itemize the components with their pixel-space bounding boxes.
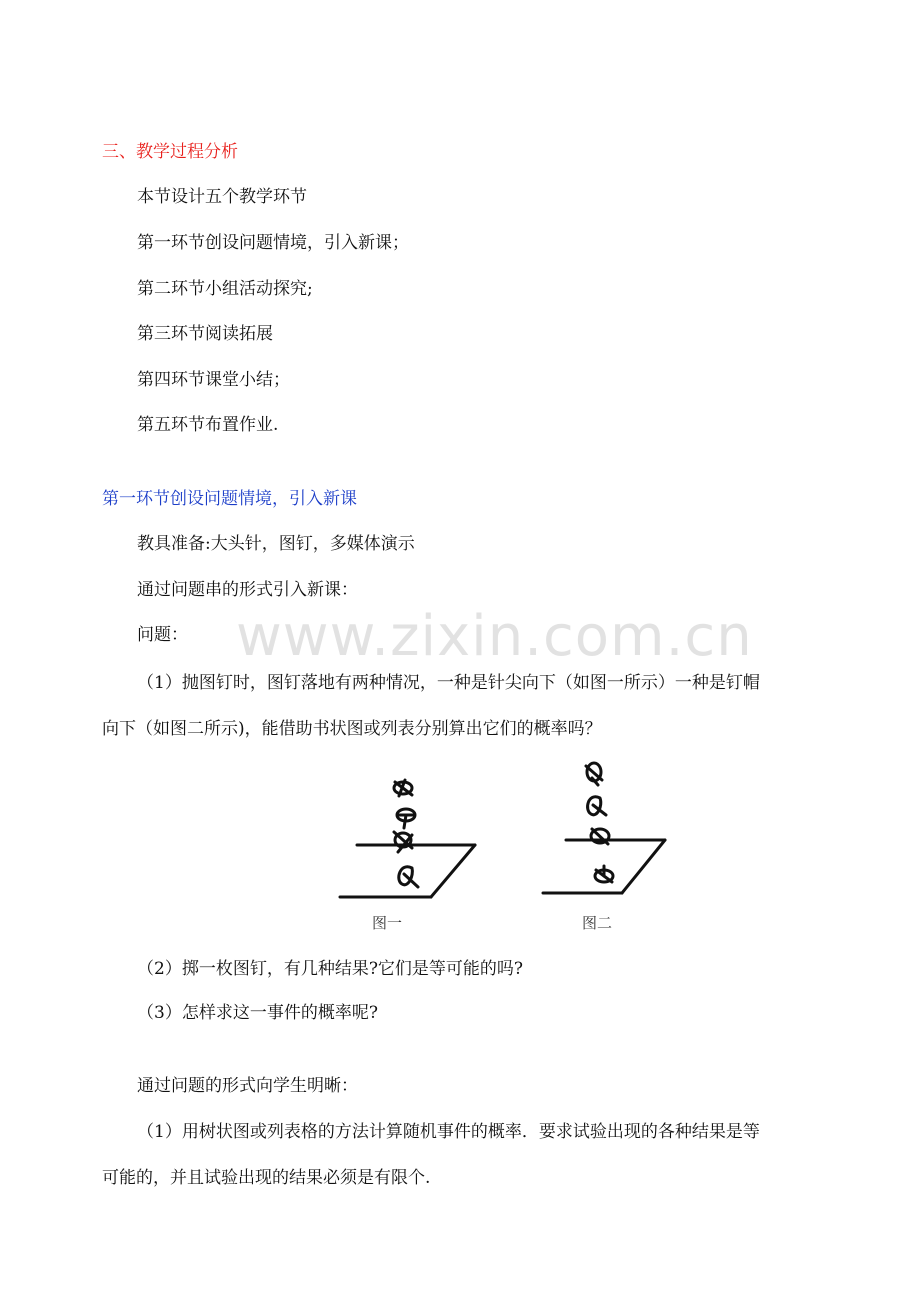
- figure-2-caption: 图二: [582, 914, 613, 932]
- thumbtack-icon: [394, 832, 412, 852]
- section-heading: 三、教学过程分析: [102, 142, 238, 162]
- thumbtack-icon: [595, 866, 613, 882]
- tools-line: 教具准备:大头针，图钉，多媒体演示: [137, 534, 415, 554]
- thumbtack-icon: [586, 763, 602, 785]
- question-1-line-2: 向下（如图二所示)，能借助书状图或列表分别算出它们的概率吗？: [102, 719, 602, 739]
- thumbtack-icon: [399, 867, 418, 887]
- question-3-line: （3）怎样求这一事件的概率呢?: [137, 1003, 378, 1023]
- thumbtack-icon: [394, 780, 412, 796]
- clarify-line: 通过问题的形式向学生明晰：: [137, 1076, 358, 1096]
- question-1-line-1: （1）抛图钉时，图钉落地有两种情况，一种是针尖向下（如图一所示）一种是钉帽: [137, 673, 760, 693]
- figure-1: [340, 780, 475, 897]
- question-2-line: （2）掷一枚图钉，有几种结果?它们是等可能的吗?: [137, 959, 524, 979]
- overview-line: 本节设计五个教学环节: [137, 187, 307, 207]
- stage-1-line: 第一环节创设问题情境，引入新课；: [137, 233, 409, 253]
- conclusion-1-line-2: 可能的，并且试验出现的结果必须是有限个.: [102, 1168, 431, 1188]
- intro-line: 通过问题串的形式引入新课：: [137, 580, 358, 600]
- plane-right-edge-2: [622, 840, 665, 893]
- question-label: 问题：: [137, 625, 188, 645]
- watermark: www.zixin.com.cn: [236, 604, 753, 669]
- thumbtack-icon: [591, 829, 609, 844]
- thumbtack-icon: [397, 809, 415, 828]
- conclusion-1-line-1: （1）用树状图或列表格的方法计算随机事件的概率．要求试验出现的各种结果是等: [137, 1122, 760, 1142]
- thumbtack-icon: [588, 797, 606, 815]
- stage-3-line: 第三环节阅读拓展: [137, 324, 273, 344]
- stage-4-line: 第四环节课堂小结；: [137, 370, 290, 390]
- stage-2-line: 第二环节小组活动探究;: [137, 279, 313, 299]
- stage-5-line: 第五环节布置作业.: [137, 415, 279, 435]
- figure-1-caption: 图一: [372, 914, 403, 932]
- figure-2: [543, 763, 665, 893]
- subsection-heading: 第一环节创设问题情境，引入新课: [102, 489, 357, 509]
- plane-right-edge-1: [431, 845, 475, 897]
